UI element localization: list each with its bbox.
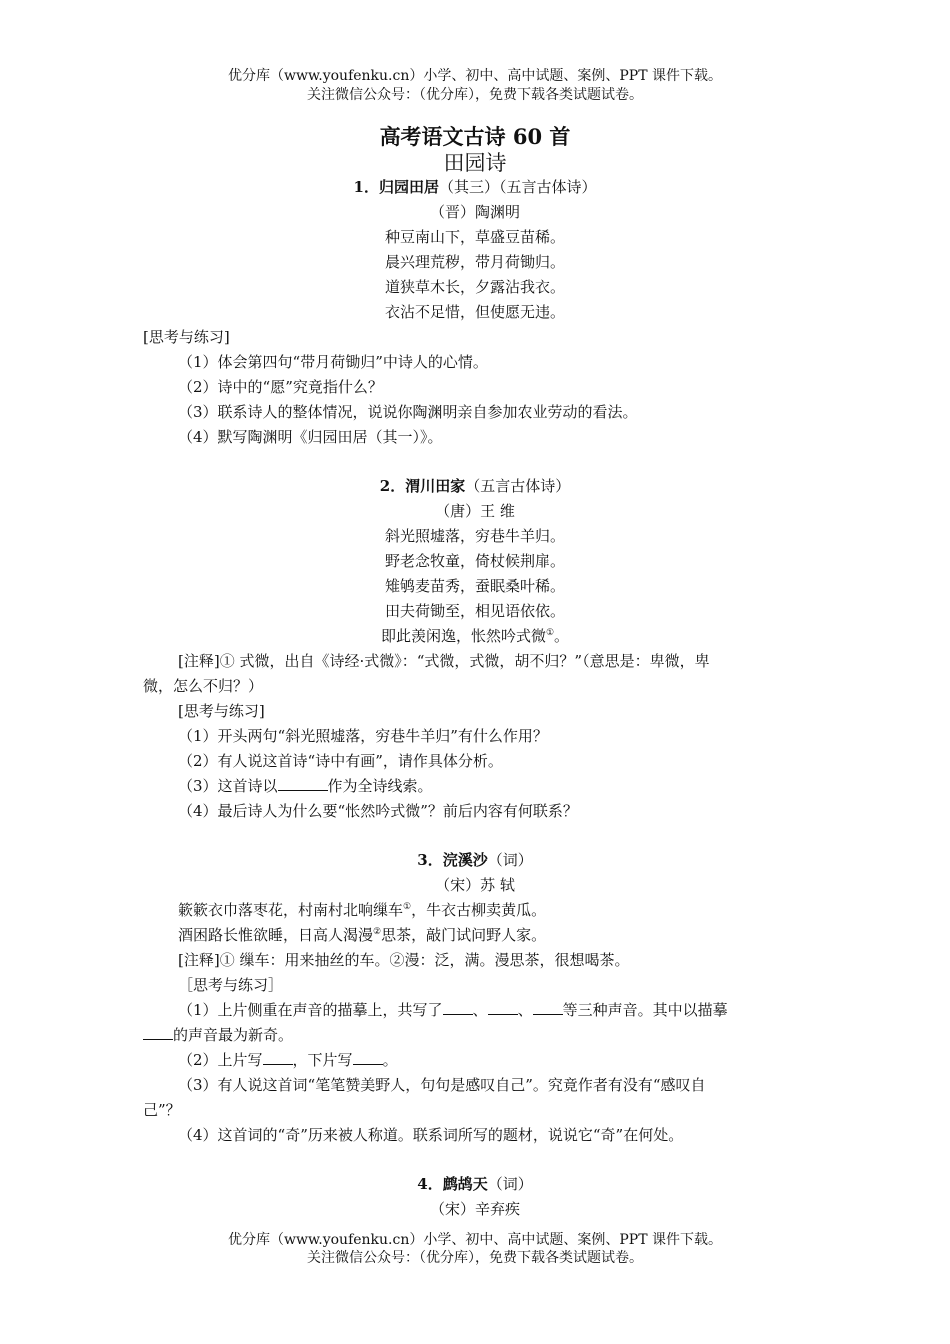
poem-4-heading bbox=[0, 1174, 950, 1194]
poem-2-note-continued: 微，怎么不归？） bbox=[143, 677, 264, 695]
poem-2-suffix: （五言古体诗） bbox=[465, 477, 571, 495]
footer-line-2: 关注微信公众号：（优分库），免费下载各类试题试卷。 bbox=[307, 1250, 643, 1266]
poem-1-heading bbox=[0, 177, 950, 197]
poem-4-name: 鹧鸪天 bbox=[442, 1175, 488, 1193]
poem-2-line: 田夫荷锄至，相见语依依。 bbox=[384, 602, 565, 620]
poem-1-line: 种豆南山下，草盛豆苗稀。 bbox=[384, 228, 565, 246]
poem-3-line: 酒困路长惟欲睡，日高人渴漫②思茶，敲门试问野人家。 bbox=[178, 926, 547, 944]
poem-4-author: （宋）辛弃疾 bbox=[429, 1200, 520, 1218]
footnote-marker: ① bbox=[545, 628, 555, 638]
poem-3-note: [注释]① 缫车：用来抽丝的车。②漫：泛，满。漫思茶，很想喝茶。 bbox=[178, 951, 630, 969]
poem-3-question: （1）上片侧重在声音的描摹上，共写了 、 、 等三种声音。其中以描摹 bbox=[178, 1001, 728, 1019]
poem-2-question: （3）这首诗以 作为全诗线索。 bbox=[178, 777, 433, 795]
fill-blank bbox=[488, 1000, 518, 1015]
poem-1-line: 衣沾不足惜，但使愿无违。 bbox=[384, 303, 565, 321]
poem-3-author: （宋）苏 轼 bbox=[435, 876, 515, 894]
footnote-marker: ① bbox=[403, 902, 412, 912]
poem-1-exercise-label: [思考与练习] bbox=[143, 328, 230, 346]
poem-1-number: 1． bbox=[353, 178, 379, 196]
poem-2-question: （4）最后诗人为什么要“怅然吟式微”？前后内容有何联系？ bbox=[178, 802, 578, 820]
poem-2-exercise-label: [思考与练习] bbox=[178, 702, 265, 720]
poem-1-author: （晋）陶渊明 bbox=[429, 203, 520, 221]
poem-2-name: 渭川田家 bbox=[405, 477, 466, 495]
poem-2-question: （1）开头两句“斜光照墟落，穷巷牛羊归”有什么作用？ bbox=[178, 727, 548, 745]
poem-3-suffix: （词） bbox=[487, 851, 533, 869]
poem-3-question-continued: 己”？ bbox=[143, 1101, 181, 1119]
document-title: 高考语文古诗 60 首 bbox=[379, 124, 571, 149]
fill-blank bbox=[278, 776, 328, 791]
section-title: 田园诗 bbox=[443, 151, 507, 175]
footnote-marker: ② bbox=[373, 927, 382, 937]
poem-2-heading bbox=[0, 476, 950, 496]
poem-4-number: 4． bbox=[417, 1175, 443, 1193]
poem-1-line: 道狭草木长，夕露沾我衣。 bbox=[384, 278, 565, 296]
poem-3-number: 3． bbox=[417, 851, 443, 869]
poem-2-line: 野老念牧童，倚杖候荆扉。 bbox=[384, 552, 565, 570]
poem-3-heading bbox=[0, 850, 950, 870]
poem-1-name: 归园田居 bbox=[378, 178, 439, 196]
fill-blank bbox=[263, 1050, 293, 1065]
poem-2-last-line: 即此羡闲逸，怅然吟式微①。 bbox=[380, 627, 570, 645]
header-line-1: 优分库（www.youfenku.cn）小学、初中、高中试题、案例、PPT 课件下载。 bbox=[227, 68, 722, 84]
poem-1-question: （1）体会第四句“带月荷锄归”中诗人的心情。 bbox=[178, 353, 488, 371]
fill-blank bbox=[533, 1000, 563, 1015]
poem-3-question: （4）这首词的“奇”历来被人称道。联系词所写的题材，说说它“奇”在何处。 bbox=[178, 1126, 684, 1144]
poem-3-line: 簌簌衣巾落枣花，村南村北响缫车①，牛衣古柳卖黄瓜。 bbox=[178, 901, 547, 919]
fill-blank bbox=[443, 1000, 473, 1015]
poem-2-author: （唐）王 维 bbox=[435, 502, 515, 520]
header-line-2: 关注微信公众号：（优分库），免费下载各类试题试卷。 bbox=[307, 87, 643, 103]
poem-1-question: （3）联系诗人的整体情况，说说你陶渊明亲自参加农业劳动的看法。 bbox=[178, 403, 638, 421]
poem-2-note: [注释]① 式微，出自《诗经·式微》：“式微，式微，胡不归？”（意思是：卑微，卑 bbox=[178, 652, 710, 670]
footer-line-1: 优分库（www.youfenku.cn）小学、初中、高中试题、案例、PPT 课件下载。 bbox=[227, 1232, 722, 1248]
poem-1-line: 晨兴理荒秽，带月荷锄归。 bbox=[384, 253, 565, 271]
poem-3-name: 浣溪沙 bbox=[442, 851, 488, 869]
poem-3-question: （2）上片写 ，下片写 。 bbox=[178, 1051, 398, 1069]
poem-1-question: （4）默写陶渊明《归园田居（其一）》。 bbox=[178, 428, 443, 446]
poem-3-question-continued: 的声音最为新奇。 bbox=[143, 1025, 293, 1045]
poem-1-question: （2）诗中的“愿”究竟指什么？ bbox=[178, 378, 383, 396]
poem-2-question: （2）有人说这首诗“诗中有画”，请作具体分析。 bbox=[178, 752, 503, 770]
poem-3-question: （3）有人说这首词“笔笔赞美野人，句句是感叹自己”。究竟作者有没有“感叹自 bbox=[178, 1076, 706, 1094]
fill-blank bbox=[353, 1050, 383, 1065]
poem-2-line: 斜光照墟落，穷巷牛羊归。 bbox=[384, 527, 565, 545]
poem-2-line: 雉鸲麦苗秀，蚕眠桑叶稀。 bbox=[384, 577, 565, 595]
fill-blank bbox=[143, 1025, 173, 1040]
poem-1-suffix: （其三）（五言古体诗） bbox=[438, 178, 597, 196]
poem-4-suffix: （词） bbox=[487, 1175, 533, 1193]
poem-2-number: 2． bbox=[379, 477, 406, 495]
poem-3-exercise-label: ［思考与练习］ bbox=[178, 976, 284, 994]
